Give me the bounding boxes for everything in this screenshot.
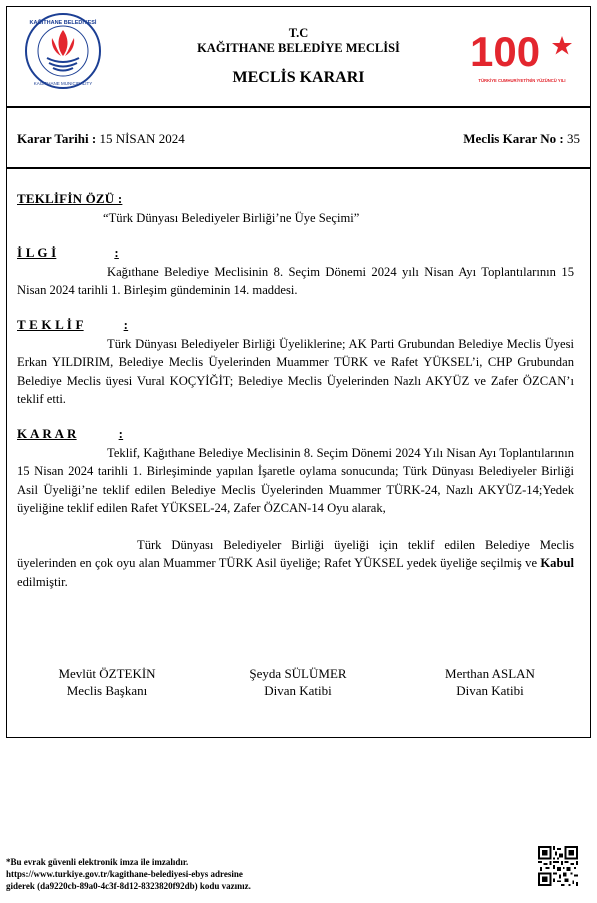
section-karar [17, 425, 574, 591]
signature-2-name: Şeyda SÜLÜMER [249, 666, 347, 681]
decision-number [463, 131, 580, 147]
karar-kabul: Kabul [540, 556, 574, 570]
signature-2 [213, 665, 383, 699]
section-karar-heading [17, 425, 574, 444]
logo-caption: TÜRKİYE CUMHURİYETİ'NİN YÜZÜNCÜ YILI [478, 78, 566, 83]
header-line-2: KAĞITHANE BELEDİYE MECLİSİ [197, 41, 400, 55]
logo-number: 100 [470, 28, 541, 75]
section-teklif-heading [17, 316, 574, 335]
karar-text-2b: edilmiştir. [17, 574, 68, 589]
document-header [150, 26, 447, 87]
section-karar-text-2 [17, 536, 574, 592]
section-teklif-title: T E K L İ F [17, 317, 84, 332]
decision-date [17, 131, 185, 147]
section-ilgi-text: Kağıthane Belediye Meclisinin 8. Seçim Dönemi 2024 yılı Nisan Ayı Toplantılarının 15 Nisan 2024 tarihli 1. Birleşim gündeminin 14. maddesi. [17, 264, 574, 297]
decision-date-label: Karar Tarihi : [17, 131, 97, 146]
section-karar-title: K A R A R [17, 426, 77, 441]
signature-3-name: Merthan ASLAN [445, 666, 535, 681]
section-teklif-text: Türk Dünyası Belediyeler Birliği Üyeliklerine; AK Parti Grubundan Belediye Meclis Üyesi Erkan YILDIRIM, Belediye Meclis Üyelerinden Muammer TÜRK ve Rafet YÜKSEL’i, CHP Grubundan Belediye Meclis üyesi Vural KOÇYİĞİT; Belediye Meclis Üyelerinden Nazlı AKYÜZ ve Zafer ÖZCAN’ı teklif etti. [17, 336, 574, 406]
signature-1-title: Meclis Başkanı [66, 683, 148, 698]
signature-1 [22, 665, 192, 699]
section-karar-colon: : [118, 426, 124, 441]
document-title: MECLİS KARARI [232, 69, 365, 86]
section-ilgi-heading [17, 244, 574, 263]
seal-text-bottom: KAĞITHANE MUNICIPALITY [33, 81, 93, 86]
decision-date-value: 15 NİSAN 2024 [99, 131, 185, 146]
section-ilgi-colon: : [114, 245, 119, 260]
section-ilgi-title: İ L G İ [17, 245, 57, 260]
section-ozu-text: “Türk Dünyası Belediyeler Birliği’ne Üye Seçimi” [103, 210, 360, 225]
header-line-1: T.C [288, 26, 309, 40]
signature-3 [405, 665, 575, 699]
decision-number-label: Meclis Karar No : [463, 131, 564, 146]
section-ozu [17, 190, 574, 227]
signature-1-name: Mevlüt ÖZTEKİN [58, 666, 156, 681]
meta-divider [6, 167, 591, 169]
section-karar-text-1: Teklif, Kağıthane Belediye Meclisinin 8. Seçim Dönemi 2024 Yılı Nisan Ayı Toplantılarının 15 Nisan 2024 tarihli 1. Birleşiminde yapılan İşaretle oylama sonucunda; Türk Dünyası Belediyeler Birliği Asil Üyeliği’ne teklif edilen Belediye Meclis Üyelerinden Muammer TÜRK-24, Nazlı AKYÜZ-14;Yedek üyeliğine teklif edilen Rafet YÜKSEL-24, Zafer ÖZCAN-14 Oyu alarak, [17, 445, 574, 515]
section-ilgi [17, 244, 574, 300]
signature-2-title: Divan Katibi [264, 683, 332, 698]
footer-line-2[interactable]: https://www.turkiye.gov.tr/kagithane-belediyesi-ebys adresine [6, 869, 243, 879]
header-divider [6, 106, 591, 108]
footer-line-1: *Bu evrak güvenli elektronik imza ile imzalıdır. [6, 857, 189, 867]
decision-number-value: 35 [567, 131, 580, 146]
seal-text-top: KAĞITHANE BELEDİYESİ [29, 20, 97, 26]
section-teklif-colon: : [123, 317, 129, 332]
e-signature-note [6, 856, 251, 892]
decision-meta [17, 131, 580, 147]
section-teklif [17, 316, 574, 409]
turkiye-100-yil-logo-icon [466, 24, 578, 90]
kagithane-belediyesi-seal-icon [24, 12, 102, 90]
signature-3-title: Divan Katibi [456, 683, 524, 698]
karar-text-2a: Türk Dünyası Belediyeler Birliği üyeliği için teklif edilen Belediye Meclis üyelerinden en çok oyu alan Muammer TÜRK Asil üyeliğe; Rafet YÜKSEL yedek üyeliğe seçilmiş ve [17, 537, 574, 570]
qr-code-icon [538, 846, 578, 886]
footer-line-3: giderek (da9220cb-89a0-4c3f-8d12-8323820f92db) kodu vazınız. [6, 881, 251, 891]
section-ozu-title: TEKLİFİN ÖZÜ : [17, 191, 123, 206]
